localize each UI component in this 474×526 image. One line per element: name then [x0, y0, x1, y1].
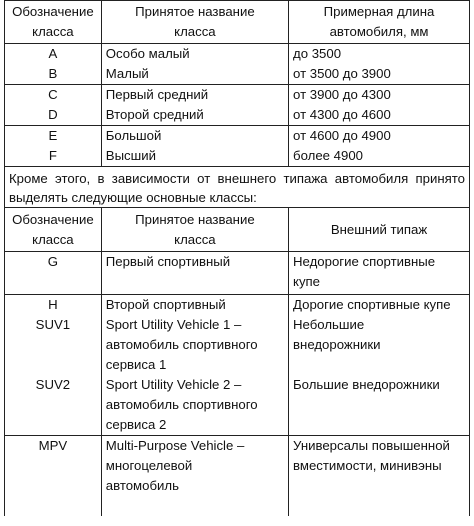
- class-length: до 3500: [293, 46, 342, 61]
- header-line: Принятое название: [135, 4, 255, 19]
- class-name: автомобиль спортивного: [105, 397, 258, 412]
- class-code: G: [47, 254, 59, 269]
- class-name: сервиса 1: [105, 357, 167, 372]
- class-length-cell: [289, 126, 470, 167]
- class-code: C: [48, 87, 58, 102]
- header-line: Внешний типаж: [330, 221, 428, 237]
- class-name: Большой: [105, 128, 162, 143]
- header-line: класса: [32, 24, 74, 39]
- table2-row-mpv: [5, 436, 470, 516]
- class-code: H: [48, 297, 58, 312]
- class-name: Особо малый: [105, 46, 190, 61]
- class-type: Недорогие спортивные: [293, 254, 436, 269]
- class-code: [9, 355, 97, 375]
- table2-header-type: [289, 208, 470, 252]
- table2-row-h-suv: [5, 295, 470, 436]
- header-line: класса: [174, 24, 216, 39]
- table1-header-code: [5, 1, 102, 44]
- table2-header-row: [5, 208, 470, 252]
- table1-row-cd: [5, 85, 470, 126]
- class-name: автомобиль: [105, 478, 179, 493]
- table1-header-length: [289, 1, 470, 44]
- class-length-cell: [289, 85, 470, 126]
- class-code: B: [48, 66, 58, 81]
- header-line: Принятое название: [135, 211, 255, 227]
- table2-header-code: [5, 208, 102, 252]
- class-code: SUV2: [35, 377, 71, 392]
- class-type: вместимости, минивэны: [293, 458, 442, 473]
- class-code-cell: [5, 295, 102, 436]
- class-type: Универсалы повышенной: [293, 438, 450, 453]
- class-name: сервиса 2: [105, 417, 167, 432]
- class-code: A: [48, 46, 58, 61]
- table1-header-row: [5, 1, 470, 44]
- class-length: от 4600 до 4900: [293, 128, 391, 143]
- note-row: [5, 167, 470, 208]
- class-type-cell: [289, 436, 470, 516]
- header-line: Обозначение: [12, 211, 94, 227]
- class-name-cell: [101, 295, 288, 436]
- table1-row-ef: [5, 126, 470, 167]
- class-name: Второй спортивный: [105, 297, 226, 312]
- class-type: [293, 355, 465, 375]
- class-name: Multi-Purpose Vehicle –: [105, 438, 245, 453]
- vehicle-class-table: [4, 0, 470, 516]
- class-code-cell: [5, 85, 102, 126]
- class-name-cell: [101, 126, 288, 167]
- class-code-cell: [5, 126, 102, 167]
- class-type: купе: [293, 274, 321, 289]
- class-name-cell: [101, 44, 288, 85]
- class-name: Высший: [105, 148, 156, 163]
- class-code-cell: [5, 44, 102, 85]
- header-line: класса: [174, 231, 216, 247]
- class-name: многоцелевой: [105, 458, 193, 473]
- class-name: автомобиль спортивного: [105, 337, 258, 352]
- class-length: более 4900: [293, 148, 363, 163]
- header-line: Обозначение: [12, 4, 94, 19]
- header-line: Примерная длина: [323, 4, 435, 19]
- note-text: Кроме этого, в зависимости от внешнего типажа автомобиля принято выделять следующие основные классы:: [5, 167, 470, 208]
- class-name-cell: [101, 252, 288, 295]
- table2-row-g: [5, 252, 470, 295]
- class-name: Второй средний: [105, 107, 204, 122]
- class-name: Sport Utility Vehicle 1 –: [105, 317, 242, 332]
- class-code-cell: [5, 436, 102, 516]
- class-code: SUV1: [35, 317, 71, 332]
- header-line: класса: [32, 231, 74, 247]
- class-length-cell: [289, 44, 470, 85]
- class-type: внедорожники: [293, 337, 381, 352]
- class-code: F: [48, 148, 57, 163]
- class-name-cell: [101, 436, 288, 516]
- class-length: от 3900 до 4300: [293, 87, 391, 102]
- class-type: Дорогие спортивные купе: [293, 297, 451, 312]
- class-type: Большие внедорожники: [293, 377, 440, 392]
- class-type-cell: [289, 295, 470, 436]
- class-name: Малый: [105, 66, 149, 81]
- table1-header-name: [101, 1, 288, 44]
- table2-header-name: [101, 208, 288, 252]
- class-code-cell: [5, 252, 102, 295]
- table1-row-ab: [5, 44, 470, 85]
- class-name: Первый спортивный: [105, 254, 231, 269]
- class-type-cell: [289, 252, 470, 295]
- class-code: [9, 335, 97, 355]
- class-name-cell: [101, 85, 288, 126]
- class-length: от 3500 до 3900: [293, 66, 391, 81]
- class-code: E: [48, 128, 58, 143]
- class-name: Sport Utility Vehicle 2 –: [105, 377, 242, 392]
- class-name: Первый средний: [105, 87, 209, 102]
- header-line: автомобиля, мм: [329, 24, 429, 39]
- class-code: D: [48, 107, 58, 122]
- class-length: от 4300 до 4600: [293, 107, 391, 122]
- class-type: Небольшие: [293, 317, 365, 332]
- class-code: MPV: [38, 438, 68, 453]
